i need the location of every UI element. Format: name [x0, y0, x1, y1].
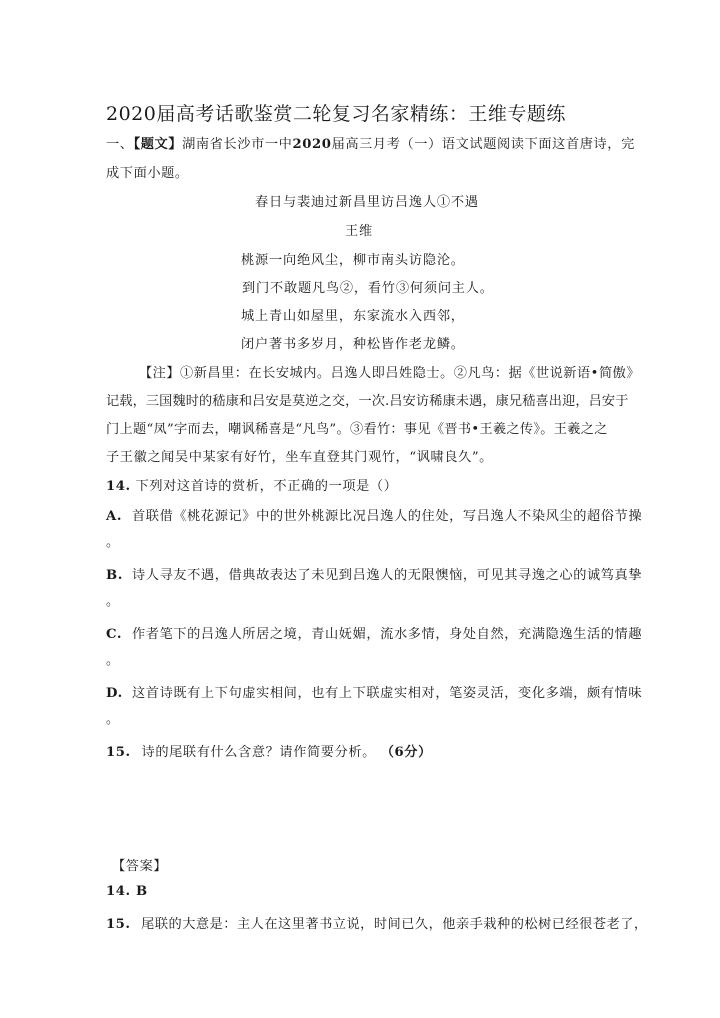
question-number: 15.: [106, 745, 131, 760]
option-d: [106, 682, 642, 701]
option-text: 作者笔下的吕逸人所居之境，青山妩媚，流水多情，身处自然，充满隐逸生活的情趣: [132, 627, 643, 642]
answer-number: 15.: [106, 917, 131, 932]
answer-15: [106, 913, 648, 932]
question-stem: 诗的尾联有什么含意？请作简要分析。: [141, 745, 376, 760]
option-b: [106, 564, 642, 583]
poem-line: 城上青山如屋里，东家流水入西邻，: [241, 309, 465, 324]
option-letter: A.: [106, 509, 123, 524]
poem-author: 王维: [345, 224, 373, 239]
note-line: 【注】①新昌里：在长安城内。吕逸人即吕姓隐士。②凡鸟：据《世说新语•简傲》: [139, 366, 641, 381]
question-stem: 下列对这首诗的赏析，不正确的一项是（）: [135, 479, 398, 494]
poem-line: 桃源一向绝风尘，柳市南头访隐沦。: [241, 253, 465, 268]
option-text: 首联借《桃花源记》中的世外桃源比况吕逸人的住处，写吕逸人不染风尘的超俗节操: [132, 509, 643, 524]
question-number: 14.: [106, 479, 131, 494]
option-tail: 。: [106, 653, 120, 668]
section-intro-line-2: 成下面小题。: [106, 166, 189, 181]
answer-number: 14.: [106, 884, 131, 899]
section-prefix: 一、: [106, 137, 134, 152]
section-intro-line-1: [106, 133, 635, 152]
option-c: [106, 623, 642, 642]
poem-line: 到门不敢题凡鸟②，看竹③何须问主人。: [242, 281, 494, 296]
option-tail: 。: [106, 594, 120, 609]
document-title: 2020届高考话歌鉴赏二轮复习名家精练：王维专题练: [106, 103, 566, 125]
answer-header: 【答案】: [112, 859, 168, 874]
note-line: 记载，三国魏时的嵇康和吕安是莫逆之交，一次.吕安访稀康未遇，康兄嵇喜出迎，吕安于: [106, 394, 629, 409]
option-letter: D.: [106, 686, 123, 701]
answer-text: 尾联的大意是：主人在这里著书立说，时间已久，他亲手栽种的松树已经很苍老了，: [141, 917, 648, 932]
option-tail: 。: [106, 712, 120, 727]
poem-title: 春日与裴迪过新昌里访吕逸人①不遇: [255, 195, 479, 210]
option-a: [106, 505, 642, 524]
intro-text-b: 届高三月考（一）语文试题阅读下面这首唐诗，完: [331, 137, 635, 152]
option-letter: B.: [106, 568, 123, 583]
question-15: [106, 741, 432, 760]
answer-14: [106, 884, 148, 899]
intro-text-a: 湖南省长沙市一中: [182, 137, 293, 152]
intro-year: 2020: [292, 137, 332, 152]
question-14: [106, 475, 398, 494]
note-line: 子王徽之闻吴中某家有好竹，坐车直登其门观竹，“讽啸良久”。: [106, 450, 493, 465]
poem-line: 闭户著书多岁月，种松皆作老龙鳞。: [241, 337, 465, 352]
answer-value: B: [135, 884, 148, 899]
note-line: 门上题“凤”字而去，嘲讽稀喜是“凡鸟”。③看竹：事见《晋书•王羲之传》。王羲之之: [106, 422, 608, 437]
question-score: （6分）: [380, 745, 432, 760]
question-tag: 【题文】: [133, 137, 183, 152]
option-tail: 。: [106, 535, 120, 550]
option-text: 诗人寻友不遇，借典故表达了未见到吕逸人的无限懊恼，可见其寻逸之心的诚笃真挚: [132, 568, 643, 583]
option-text: 这首诗既有上下句虚实相间，也有上下联虚实相对，笔姿灵活，变化多端，颇有情味: [132, 686, 643, 701]
option-letter: C.: [106, 627, 123, 642]
